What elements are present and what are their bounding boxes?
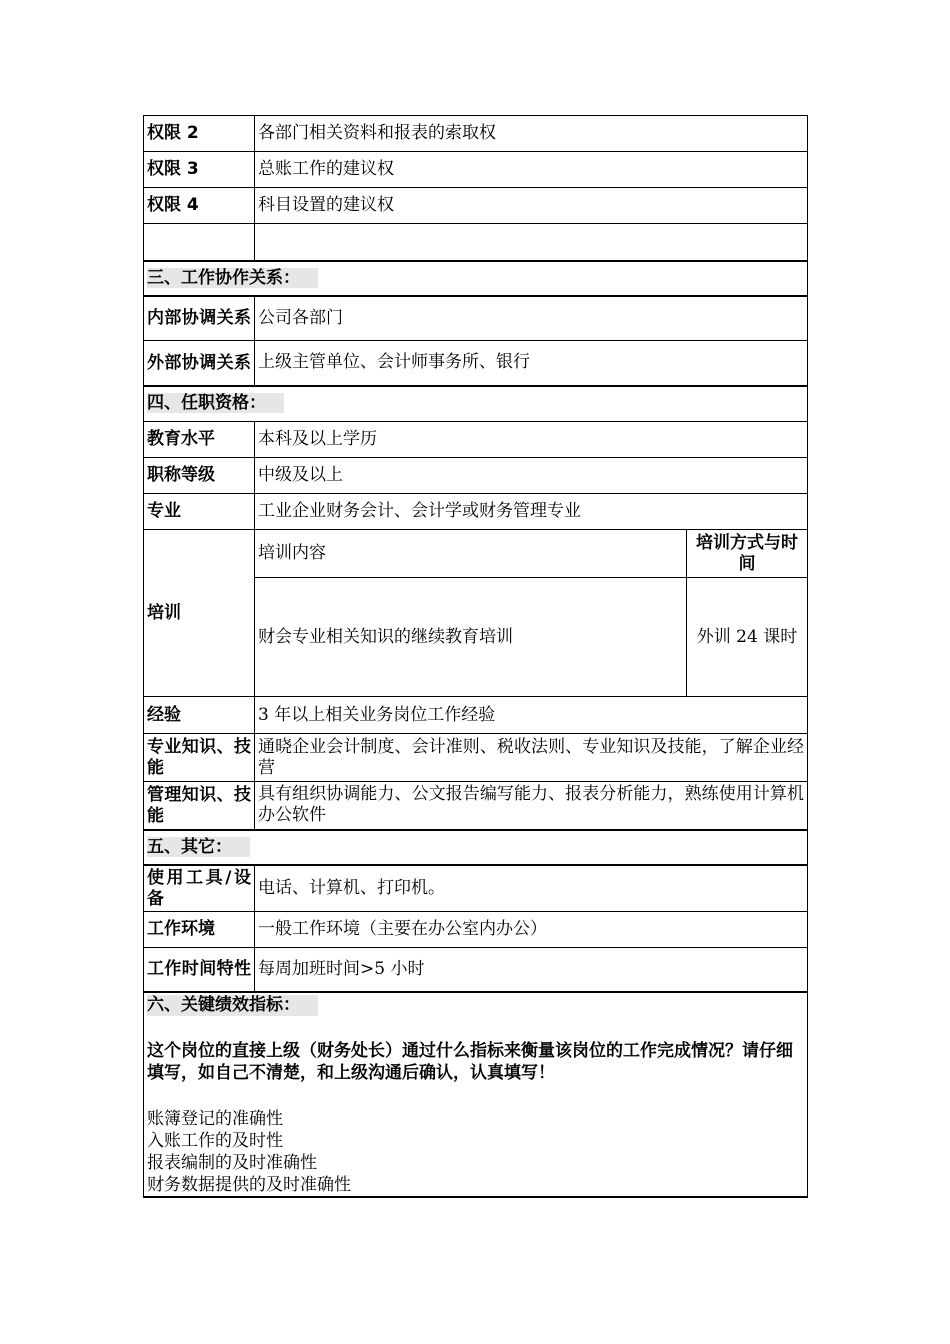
section-header-row <box>144 261 808 296</box>
authority-value: 各部门相关资料和报表的索取权 <box>255 116 808 152</box>
environment-row <box>144 911 808 947</box>
training-content: 财会专业相关知识的继续教育培训 <box>255 578 687 697</box>
environment-label: 工作环境 <box>144 911 255 947</box>
external-coordination-value: 上级主管单位、会计师事务所、银行 <box>255 341 808 386</box>
internal-coordination-value: 公司各部门 <box>255 296 808 341</box>
management-skills-label: 管理知识、技能 <box>144 782 255 830</box>
coordination-row <box>144 296 808 341</box>
experience-row <box>144 697 808 734</box>
authority-label: 权限 3 <box>144 152 255 188</box>
empty-row <box>144 224 808 261</box>
coordination-row <box>144 341 808 386</box>
training-method: 外训 24 课时 <box>687 578 808 697</box>
authority-value: 总账工作的建议权 <box>255 152 808 188</box>
title-level-value: 中级及以上 <box>255 458 808 494</box>
professional-skills-label: 专业知识、技能 <box>144 734 255 782</box>
major-row <box>144 494 808 530</box>
title-level-row <box>144 458 808 494</box>
authority-row <box>144 152 808 188</box>
authority-row <box>144 188 808 224</box>
management-skills-row <box>144 782 808 830</box>
work-time-label: 工作时间特性 <box>144 947 255 992</box>
section-3-title: 三、工作协作关系： <box>144 261 808 296</box>
major-label: 专业 <box>144 494 255 530</box>
tools-row <box>144 865 808 912</box>
authority-label: 权限 4 <box>144 188 255 224</box>
empty-cell <box>144 224 255 261</box>
experience-value: 3 年以上相关业务岗位工作经验 <box>255 697 808 734</box>
training-method-header: 培训方式与时间 <box>687 530 808 578</box>
training-content-header: 培训内容 <box>255 530 687 578</box>
training-header-row <box>144 530 808 578</box>
kpi-item: 报表编制的及时准确性 <box>147 1153 317 1173</box>
work-time-value: 每周加班时间>5 小时 <box>255 947 808 992</box>
kpi-item: 账簿登记的准确性 <box>147 1109 283 1129</box>
internal-coordination-label: 内部协调关系 <box>144 296 255 341</box>
education-label: 教育水平 <box>144 422 255 458</box>
environment-value: 一般工作环境（主要在办公室内办公） <box>255 911 808 947</box>
job-description-page <box>143 115 807 1198</box>
education-row <box>144 422 808 458</box>
kpi-cell <box>144 992 808 1197</box>
professional-skills-row <box>144 734 808 782</box>
kpi-item: 入账工作的及时性 <box>147 1131 283 1151</box>
title-level-label: 职称等级 <box>144 458 255 494</box>
professional-skills-value: 通晓企业会计制度、会计准则、税收法则、专业知识及技能，了解企业经营 <box>255 734 808 782</box>
section-6-title: 六、关键绩效指标： <box>147 995 318 1016</box>
external-coordination-label: 外部协调关系 <box>144 341 255 386</box>
section-5-title: 五、其它： <box>144 830 808 865</box>
kpi-list <box>147 1108 804 1196</box>
kpi-item: 财务数据提供的及时准确性 <box>147 1175 351 1195</box>
authority-label: 权限 2 <box>144 116 255 152</box>
section-4-title: 四、任职资格： <box>144 386 808 422</box>
empty-cell <box>255 224 808 261</box>
section-header-row <box>144 830 808 865</box>
job-description-table <box>143 115 808 1198</box>
tools-value: 电话、计算机、打印机。 <box>255 865 808 912</box>
authority-value: 科目设置的建议权 <box>255 188 808 224</box>
experience-label: 经验 <box>144 697 255 734</box>
kpi-row <box>144 992 808 1197</box>
major-value: 工业企业财务会计、会计学或财务管理专业 <box>255 494 808 530</box>
tools-label: 使用工具/设备 <box>144 865 255 912</box>
authority-row <box>144 116 808 152</box>
training-label: 培训 <box>144 530 255 697</box>
kpi-question: 这个岗位的直接上级（财务处长）通过什么指标来衡量该岗位的工作完成情况？请仔细填写，如自己不清楚，和上级沟通后确认，认真填写！ <box>147 1041 793 1083</box>
section-header-row <box>144 386 808 422</box>
education-value: 本科及以上学历 <box>255 422 808 458</box>
management-skills-value: 具有组织协调能力、公文报告编写能力、报表分析能力，熟练使用计算机办公软件 <box>255 782 808 830</box>
work-time-row <box>144 947 808 992</box>
